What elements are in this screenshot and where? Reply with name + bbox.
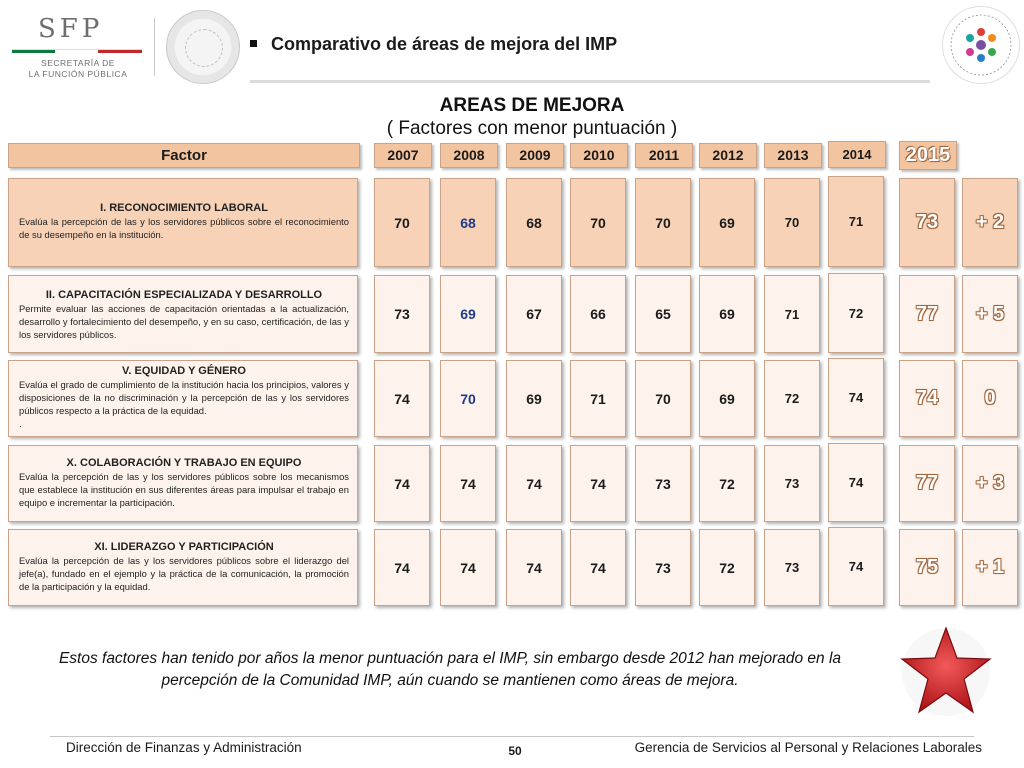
value-cell: 74 [374, 360, 430, 437]
norma-igualdad-logo-icon [942, 6, 1020, 84]
change-cell: + 1 [962, 529, 1018, 606]
change-cell: + 2 [962, 178, 1018, 267]
change-cell: + 3 [962, 445, 1018, 522]
factor-row-liderazgo [8, 529, 358, 606]
change-cell: + 5 [962, 275, 1018, 353]
value-cell: 70 [635, 178, 691, 267]
bullet-icon [250, 40, 257, 47]
value-cell: 71 [828, 176, 884, 267]
value-cell: 74 [440, 529, 496, 606]
value-cell: 70 [635, 360, 691, 437]
value-cell: 74 [506, 445, 562, 522]
value-cell: 74 [440, 445, 496, 522]
factor-description: Evalúa la percepción de las y los servidores públicos sobre los mecanismos que establece la institución en sus diferentes áreas para impulsar el trabajo en equipo e incrementar la participación. [19, 471, 349, 508]
national-seal-icon [166, 10, 240, 84]
footer-right: Gerencia de Servicios al Personal y Relaciones Laborales [634, 740, 982, 755]
value-cell: 68 [506, 178, 562, 267]
factor-header: Factor [8, 143, 360, 168]
flag-stripe [12, 49, 142, 53]
value-cell: 72 [699, 529, 755, 606]
value-cell: 70 [374, 178, 430, 267]
value-cell: 67 [506, 275, 562, 353]
value-cell: 68 [440, 178, 496, 267]
factor-description: Evalúa el grado de cumplimiento de la institución hacia los principios, valores y disposiciones de la no discriminación y la percepción de las y los servidores públicos respecto a la práctica de la equidad. [19, 379, 349, 416]
footnote: Estos factores han tenido por años la menor puntuación para el IMP, sin embargo desde 2012 han mejorado en la percepción de la Comunidad IMP, aún cuando se mantienen como áreas de mejora. [58, 650, 842, 689]
value-cell: 74 [828, 443, 884, 522]
year-header-2013: 2013 [764, 143, 822, 168]
value-cell: 73 [635, 529, 691, 606]
main-title: AREAS DE MEJORA [439, 95, 625, 116]
value-cell: 74 [828, 527, 884, 606]
factor-row-reconocimiento [8, 178, 358, 267]
year-header-2008: 2008 [440, 143, 498, 168]
value-cell: 73 [374, 275, 430, 353]
value-cell-2015: 73 [899, 178, 955, 267]
value-cell: 66 [570, 275, 626, 353]
factor-extra: . [19, 418, 22, 429]
value-cell-2015: 75 [899, 529, 955, 606]
value-cell: 74 [570, 445, 626, 522]
value-cell: 71 [570, 360, 626, 437]
factor-title: V. EQUIDAD Y GÉNERO [122, 365, 246, 377]
year-header-2014: 2014 [828, 141, 886, 168]
value-cell: 74 [828, 358, 884, 437]
sfp-logo-subtitle: SECRETARÍA DE LA FUNCIÓN PÚBLICA [28, 58, 128, 79]
value-cell: 74 [506, 529, 562, 606]
factor-title: II. CAPACITACIÓN ESPECIALIZADA Y DESARROLLO [45, 289, 323, 301]
red-star-icon [898, 622, 994, 718]
factor-row-capacitacion [8, 275, 358, 353]
value-cell-2015: 77 [899, 275, 955, 353]
factor-row-colaboracion [8, 445, 358, 522]
value-cell-2015: 77 [899, 445, 955, 522]
value-cell: 72 [828, 273, 884, 353]
header-rule [250, 80, 930, 83]
sub-title: ( Factores con menor puntuación ) [386, 118, 678, 139]
value-cell: 70 [570, 178, 626, 267]
change-cell: 0 [962, 360, 1018, 437]
value-cell: 74 [374, 529, 430, 606]
value-cell: 70 [764, 178, 820, 267]
factor-description: Evalúa la percepción de las y los servidores públicos sobre el reconocimiento de su desempeño en la institución. [19, 216, 349, 240]
header-title: Comparativo de áreas de mejora del IMP [250, 34, 617, 55]
year-header-2009: 2009 [506, 143, 564, 168]
value-cell: 69 [506, 360, 562, 437]
value-cell: 69 [699, 360, 755, 437]
value-cell: 72 [764, 360, 820, 437]
factor-title: X. COLABORACIÓN Y TRABAJO EN EQUIPO [66, 457, 302, 469]
value-cell: 65 [635, 275, 691, 353]
value-cell: 69 [699, 178, 755, 267]
value-cell: 72 [699, 445, 755, 522]
value-cell: 73 [764, 445, 820, 522]
factor-description: Evalúa la percepción de las y los servidores públicos sobre el liderazgo del jefe(a), fundado en el ejemplo y la práctica de la comunicación, la promoción de la participación y la equidad. [19, 555, 349, 592]
header-divider [154, 18, 155, 76]
value-cell: 69 [440, 275, 496, 353]
value-cell: 71 [764, 275, 820, 353]
factor-title: I. RECONOCIMIENTO LABORAL [100, 202, 268, 214]
value-cell: 70 [440, 360, 496, 437]
factor-description: Permite evaluar las acciones de capacitación orientadas a la actualización, desarrollo y fortalecimiento del desempeño, y en su caso, certificación, de las y los servidores públicos. [19, 303, 349, 340]
footer-rule [50, 736, 974, 737]
value-cell: 73 [764, 529, 820, 606]
footer-left: Dirección de Finanzas y Administración [66, 740, 302, 755]
sfp-logo-text: SFP [38, 14, 104, 44]
year-header-2012: 2012 [699, 143, 757, 168]
sfp-logo [12, 16, 142, 84]
value-cell: 73 [635, 445, 691, 522]
year-header-2015: 2015 [899, 141, 957, 170]
year-header-2010: 2010 [570, 143, 628, 168]
value-cell: 69 [699, 275, 755, 353]
value-cell-2015: 74 [899, 360, 955, 437]
year-header-2007: 2007 [374, 143, 432, 168]
value-cell: 74 [374, 445, 430, 522]
page-number: 50 [508, 744, 522, 758]
factor-row-equidad [8, 360, 358, 437]
factor-title: XI. LIDERAZGO Y PARTICIPACIÓN [94, 541, 274, 553]
year-header-2011: 2011 [635, 143, 693, 168]
value-cell: 74 [570, 529, 626, 606]
